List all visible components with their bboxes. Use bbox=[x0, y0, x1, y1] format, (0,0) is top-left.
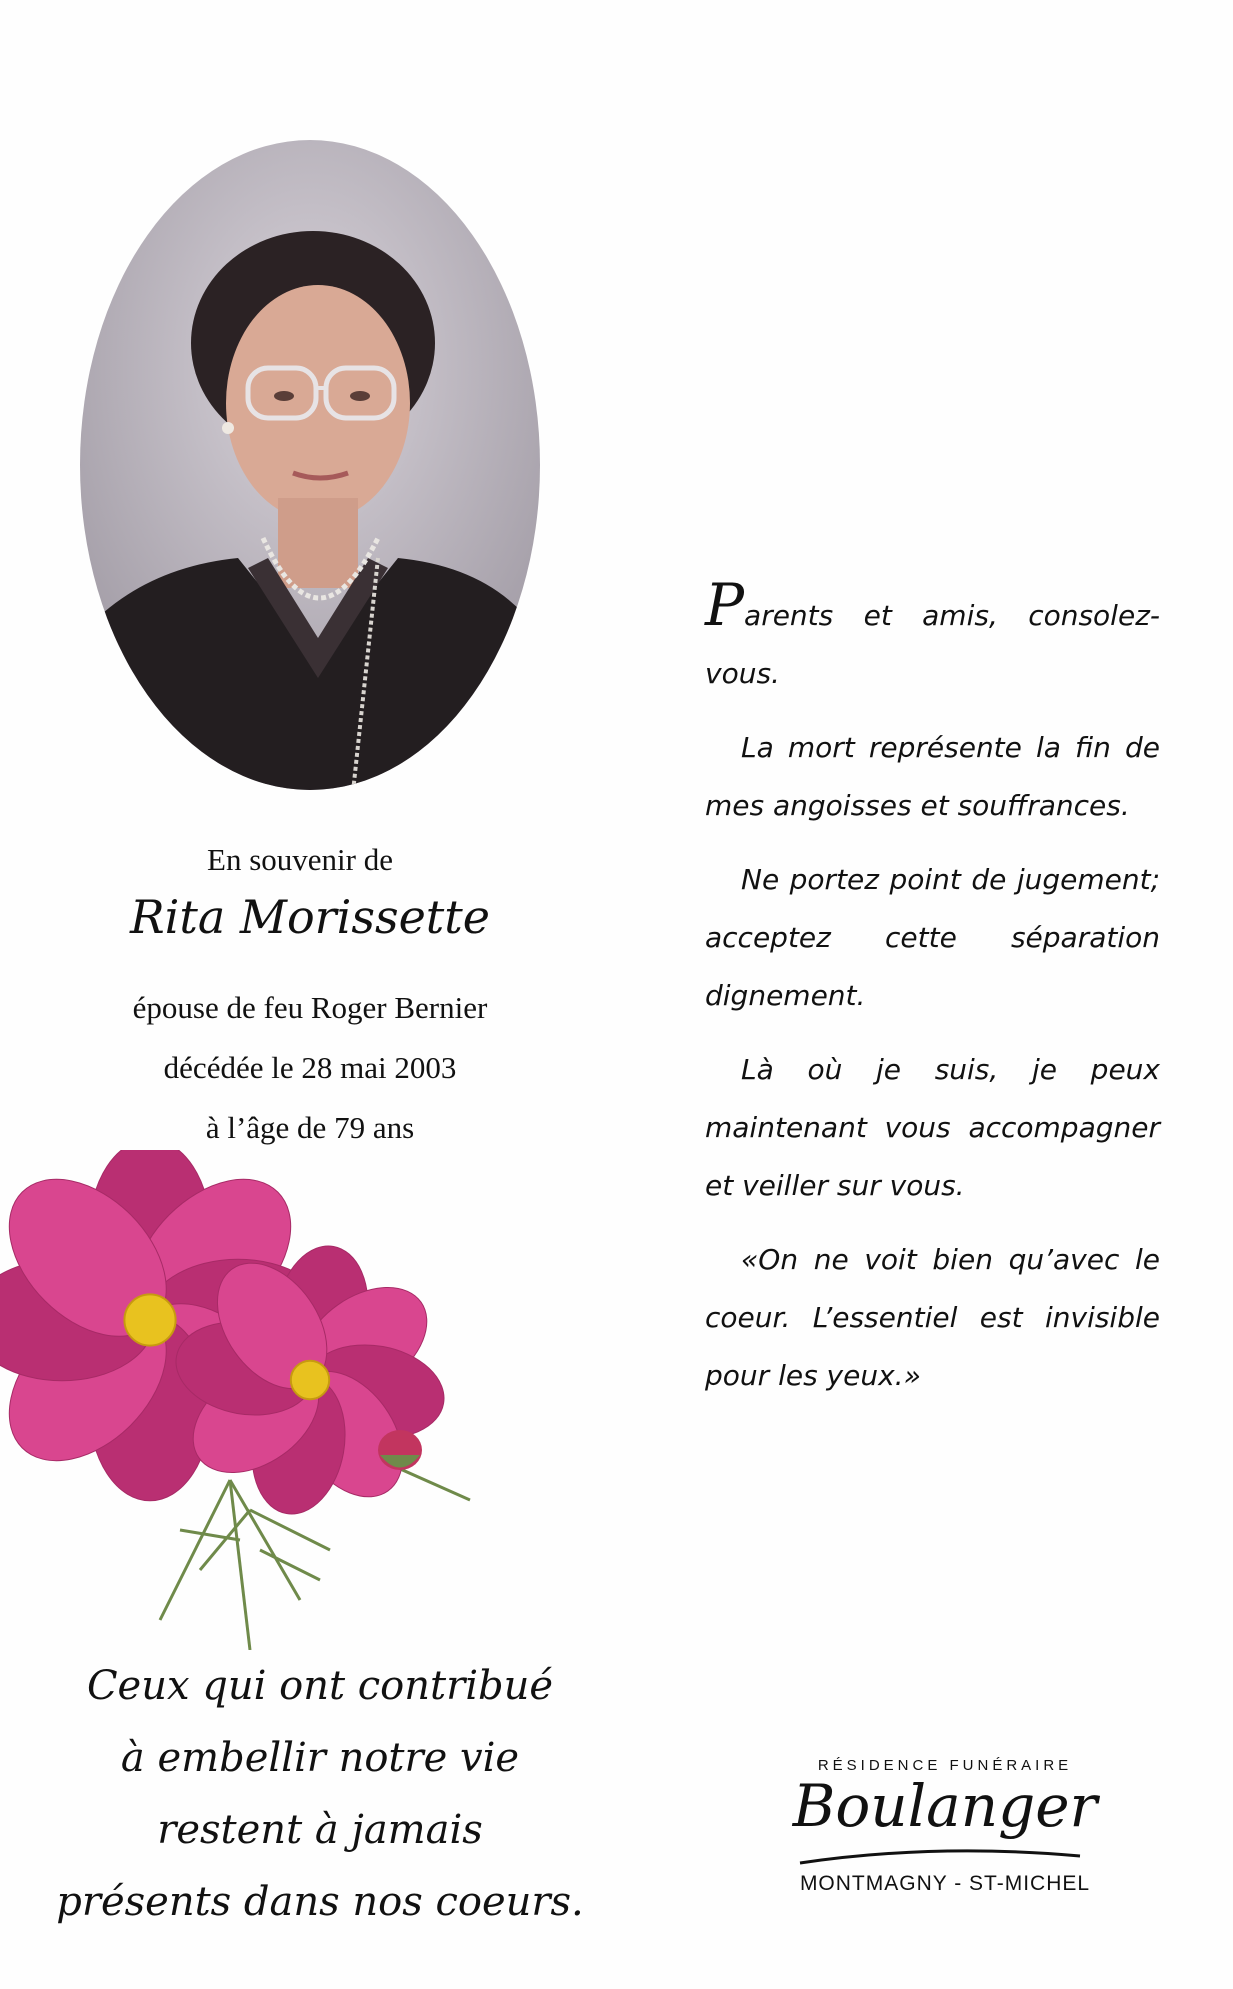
poem-text bbox=[705, 571, 1160, 1421]
closing-line-3: restent à jamais bbox=[157, 1807, 483, 1853]
closing-line-1: Ceux qui ont contribué bbox=[86, 1663, 554, 1709]
poem-paragraph-5: «On ne voit bien qu’avec le coeur. L’essentiel est invisible pour les yeux.» bbox=[705, 1243, 1160, 1392]
poem-paragraph-2: La mort représente la fin de mes angoisses et souffrances. bbox=[705, 731, 1160, 822]
death-date-line: décédée le 28 mai 2003 bbox=[163, 1050, 457, 1085]
funeral-home-name: Boulanger bbox=[792, 1772, 1098, 1840]
poem-paragraph-4: Là où je suis, je peux maintenant vous accompagner et veiller sur vous. bbox=[705, 1053, 1160, 1202]
memorial-intro: En souvenir de bbox=[207, 842, 393, 877]
cosmos-flowers-illustration bbox=[0, 1150, 480, 1650]
funeral-home-label: RÉSIDENCE FUNÉRAIRE bbox=[817, 1757, 1073, 1774]
deceased-name: Rita Morissette bbox=[129, 890, 490, 944]
poem-paragraph-1-text: arents et amis, consolez-vous. bbox=[705, 599, 1160, 690]
closing-verse bbox=[40, 1650, 600, 1938]
closing-line-2: à embellir notre vie bbox=[120, 1735, 520, 1781]
spouse-line: épouse de feu Roger Bernier bbox=[132, 990, 488, 1025]
funeral-home-swash bbox=[795, 1848, 1085, 1868]
age-line: à l’âge de 79 ans bbox=[205, 1110, 415, 1145]
closing-line-4: présents dans nos coeurs. bbox=[56, 1879, 584, 1925]
portrait-photo bbox=[78, 138, 542, 792]
poem-paragraph-3: Ne portez point de jugement; acceptez cette séparation dignement. bbox=[705, 863, 1160, 1012]
poem-paragraph-1 bbox=[705, 571, 1160, 703]
poem-dropcap: P bbox=[705, 571, 745, 639]
funeral-home-location: MONTMAGNY - ST-MICHEL bbox=[799, 1872, 1091, 1895]
